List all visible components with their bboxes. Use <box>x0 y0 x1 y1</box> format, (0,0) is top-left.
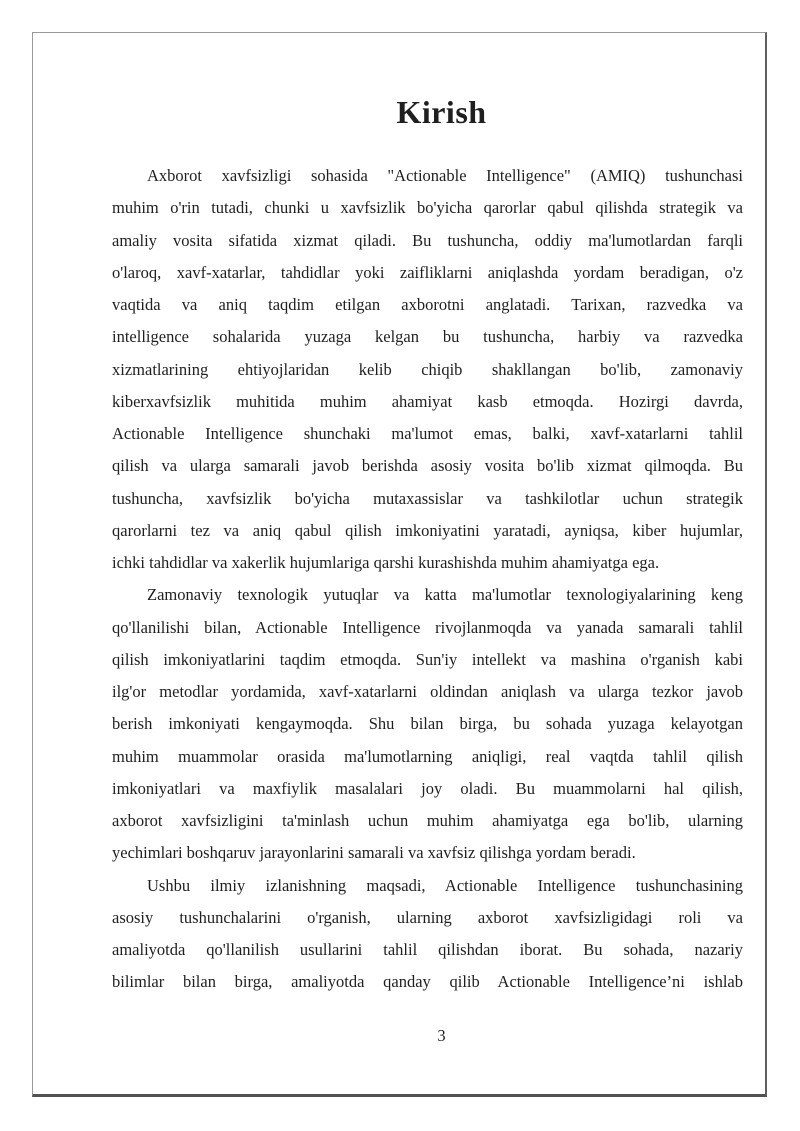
text-line: kiberxavfsizlik muhitida muhim ahamiyat kasb etmoqda. Hozirgi davrda, <box>112 391 743 411</box>
text-line: qilish va ularga samarali javob berishda asosiy vosita bo'lib xizmat qilmoqda. Bu <box>112 456 743 476</box>
text-line: vaqtida va aniq taqdim etilgan axborotni anglatadi. Tarixan, razvedka va <box>112 295 743 314</box>
text-line: qilish imkoniyatlarini taqdim etmoqda. Sun'iy intellekt va mashina o'rganish kabi <box>112 649 743 669</box>
document-body <box>112 160 743 999</box>
text-line: asosiy tushunchalarini o'rganish, ularning axborot xavfsizligidagi roli va <box>112 907 743 927</box>
text-line: berish imkoniyati kengaymoqda. Shu bilan birga, bu sohada yuzaga kelayotgan <box>112 714 743 734</box>
text-line: qarorlarni tez va aniq qabul qilish imkoniyatini yaratadi, ayniqsa, kiber hujumlar, <box>112 520 743 540</box>
text-line: Ushbu ilmiy izlanishning maqsadi, Actionable Intelligence tushunchasining <box>147 875 743 895</box>
text-line: yechimlari boshqaruv jarayonlarini samarali va xavfsiz qilishga yordam beradi. <box>112 843 636 863</box>
text-line: Actionable Intelligence shunchaki ma'lumot emas, balki, xavf-xatarlarni tahlil <box>112 424 743 443</box>
page-number: 3 <box>437 1026 446 1045</box>
text-line: intelligence sohalarida yuzaga kelgan bu tushuncha, harbiy va razvedka <box>112 327 743 347</box>
page-title: Kirish <box>396 94 487 130</box>
text-line: tushuncha, xavfsizlik bo'yicha mutaxassislar va tashkilotlar uchun strategik <box>112 488 743 508</box>
text-line: qo'llanilishi bilan, Actionable Intelligence rivojlanmoqda va yanada samarali tahlil <box>112 617 743 637</box>
text-line: axborot xavfsizligini ta'minlash uchun muhim ahamiyatga ega bo'lib, ularning <box>112 811 743 830</box>
text-line: amaliy vosita sifatida xizmat qiladi. Bu tushuncha, oddiy ma'lumotlardan farqli <box>112 230 743 250</box>
text-line: muhim muammolar orasida ma'lumotlarning aniqligi, real vaqtda tahlil qilish <box>112 746 743 766</box>
text-line: ilg'or metodlar yordamida, xavf-xatarlarni oldindan aniqlash va ularga tezkor javob <box>112 682 743 701</box>
text-line: amaliyotda qo'llanilish usullarini tahlil qilishdan iborat. Bu sohada, nazariy <box>112 940 743 959</box>
text-line: ichki tahdidlar va xakerlik hujumlariga qarshi kurashishda muhim ahamiyatga ega. <box>112 553 660 572</box>
text-line: muhim o'rin tutadi, chunki u xavfsizlik bo'yicha qarorlar qabul qilishda strategik va <box>112 198 743 218</box>
text-line: imkoniyatlari va maxfiylik masalalari joy oladi. Bu muammolarni hal qilish, <box>112 778 743 798</box>
text-line: Zamonaviy texnologik yutuqlar va katta ma'lumotlar texnologiyalarining keng <box>147 585 743 605</box>
text-line: bilimlar bilan birga, amaliyotda qanday qilib Actionable Intelligence’ni ishlab <box>112 972 743 992</box>
text-line: o'laroq, xavf-xatarlar, tahdidlar yoki zaifliklarni aniqlashda yordam beradigan, o'z <box>112 262 743 282</box>
text-line: xizmatlarining ehtiyojlaridan kelib chiqib shakllangan bo'lib, zamonaviy <box>112 359 743 379</box>
text-line: Axborot xavfsizligi sohasida "Actionable Intelligence" (AMIQ) tushunchasi <box>147 166 743 185</box>
